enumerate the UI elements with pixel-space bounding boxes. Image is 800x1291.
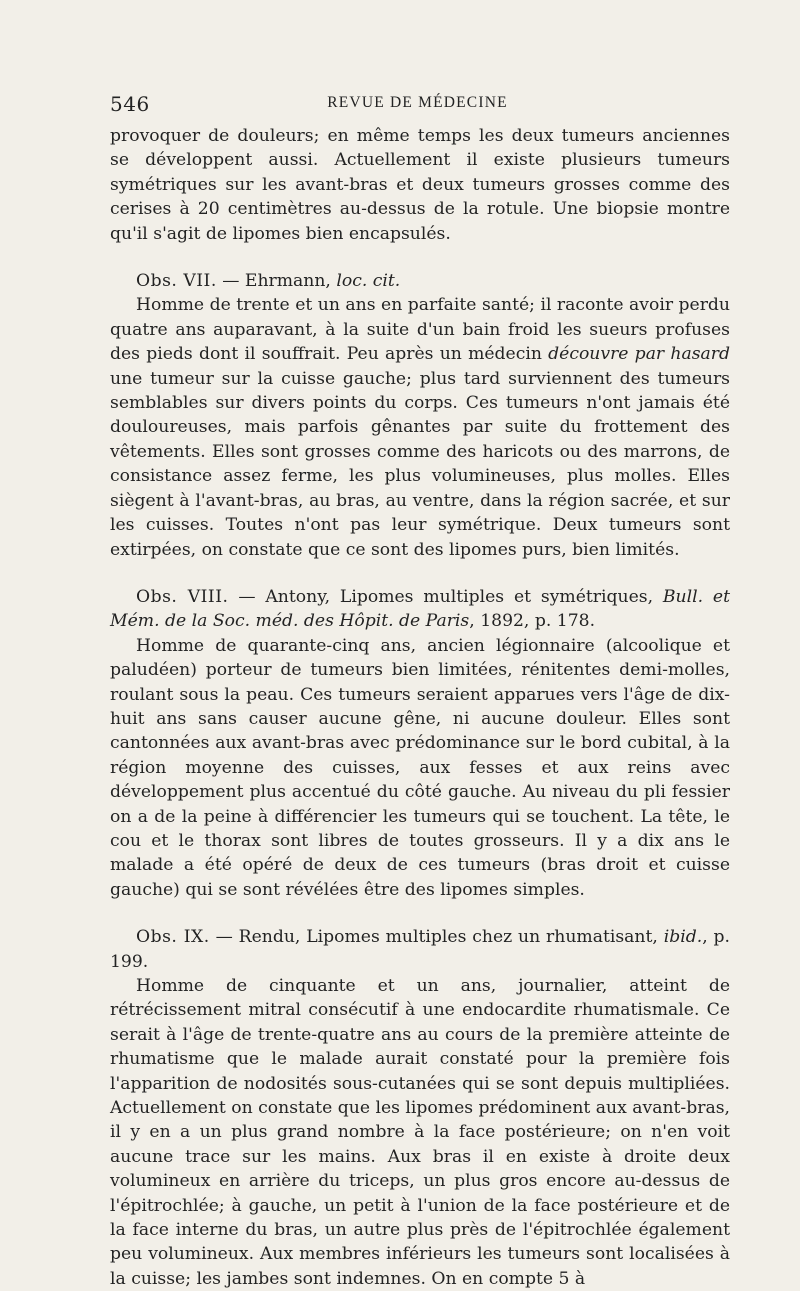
page-header (110, 92, 725, 122)
observation-9-heading (110, 925, 730, 974)
page-body (110, 124, 730, 1291)
observation-7-text (110, 293, 730, 561)
observation-author: — Rendu, Lipomes multiples chez un rhumatisant, (209, 927, 664, 948)
observation-label: Obs. IX. (136, 927, 210, 948)
observation-emphasis: découvre par hasard (548, 344, 730, 365)
paragraph-continuation: provoquer de douleurs; en même temps les deux tumeurs anciennes se développent aussi. Actuellement il existe plusieurs tumeurs symétriques sur les avant-bras et deux tumeurs grosses comme des cerises à 20 centimètres au-dessus de la rotule. Une biopsie montre qu'il s'agit de lipomes bien encapsulés. (110, 126, 730, 244)
observation-8-text: Homme de quarante-cinq ans, ancien légionnaire (alcoolique et paludéen) porteur de tumeurs bien limitées, rénitentes demi-molles, roulant sous la peau. Ces tumeurs seraient apparues vers l'âge de dix-huit ans sans causer aucune gêne, ni aucune douleur. Elles sont cantonnées aux avant-bras avec prédominance sur le bord cubital, à la région moyenne des cuisses, aux fesses et aux reins avec développement plus accentué du côté gauche. Au niveau du pli fessier on a de la peine à différencier les tumeurs qui se touchent. La tête, le cou et le thorax sont libres de toutes grosseurs. Il y a dix ans le malade a été opéré de deux de ces tumeurs (bras droit et cuisse gauche) qui se sont révélées être des lipomes simples. (110, 635, 730, 900)
observation-reference-tail: , 1892, p. 178. (469, 611, 596, 632)
observation-8-heading (110, 585, 730, 634)
observation-label: Obs. VII. (136, 271, 217, 292)
observation-reference: ibid. (663, 927, 703, 948)
observation-reference: Bull. et Mém. de la Soc. méd. des Hôpit. de Paris (110, 586, 730, 632)
observation-text: une tumeur sur la cuisse gauche; plus tard surviennent des tumeurs semblables sur divers points du corps. Ces tumeurs n'ont jamais été douloureuses, mais parfois gênantes par suite du frottement des vêtements. Elles sont grosses comme des haricots ou des marrons, de consistance assez ferme, les plus volumineuses, plus molles. Elles siègent à l'avant-bras, au bras, au ventre, dans la région sacrée, et sur les cuisses. Toutes n'ont pas leur symétrique. Deux tumeurs sont extirpées, on constate que ce sont des lipomes purs, bien limités. (110, 368, 730, 560)
observation-reference: loc. cit. (336, 271, 401, 292)
observation-7-heading (110, 269, 730, 293)
observation-author: — Antony, Lipomes multiples et symétriques, (228, 586, 663, 607)
observation-label: Obs. VIII. (136, 586, 229, 607)
observation-text: Homme de trente et un ans en parfaite santé; il raconte avoir perdu quatre ans auparavant, à la suite d'un bain froid les sueurs profuses des pieds dont il souffrait. Peu après un médecin (110, 295, 730, 365)
observation-reference-tail: , p. 199. (110, 927, 730, 972)
page-number: 546 (110, 92, 150, 116)
observation-author: — Ehrmann, (216, 271, 337, 292)
running-title: REVUE DE MÉDECINE (327, 94, 508, 111)
observation-9-text: Homme de cinquante et un ans, journalier, atteint de rétrécissement mitral consécutif à une endocardite rhumatismale. Ce serait à l'âge de trente-quatre ans au cours de la première atteinte de rhumatisme que le malade aurait constaté pour la première fois l'apparition de nodosités sous-cutanées qui se sont depuis multipliées. Actuellement on constate que les lipomes prédominent aux avant-bras, il y en a un plus grand nombre à la face postérieure; on n'en voit aucune trace sur les mains. Aux bras il en existe à droite deux volumineux en arrière du triceps, un plus gros encore au-dessus de l'épitrochlée; à gauche, un petit à l'union de la face postérieure et de la face interne du bras, un autre plus près de l'épitrochlée également peu volumineux. Aux membres inférieurs les tumeurs sont localisées à la cuisse; les jambes sont indemnes. On en compte 5 à (110, 976, 730, 1289)
